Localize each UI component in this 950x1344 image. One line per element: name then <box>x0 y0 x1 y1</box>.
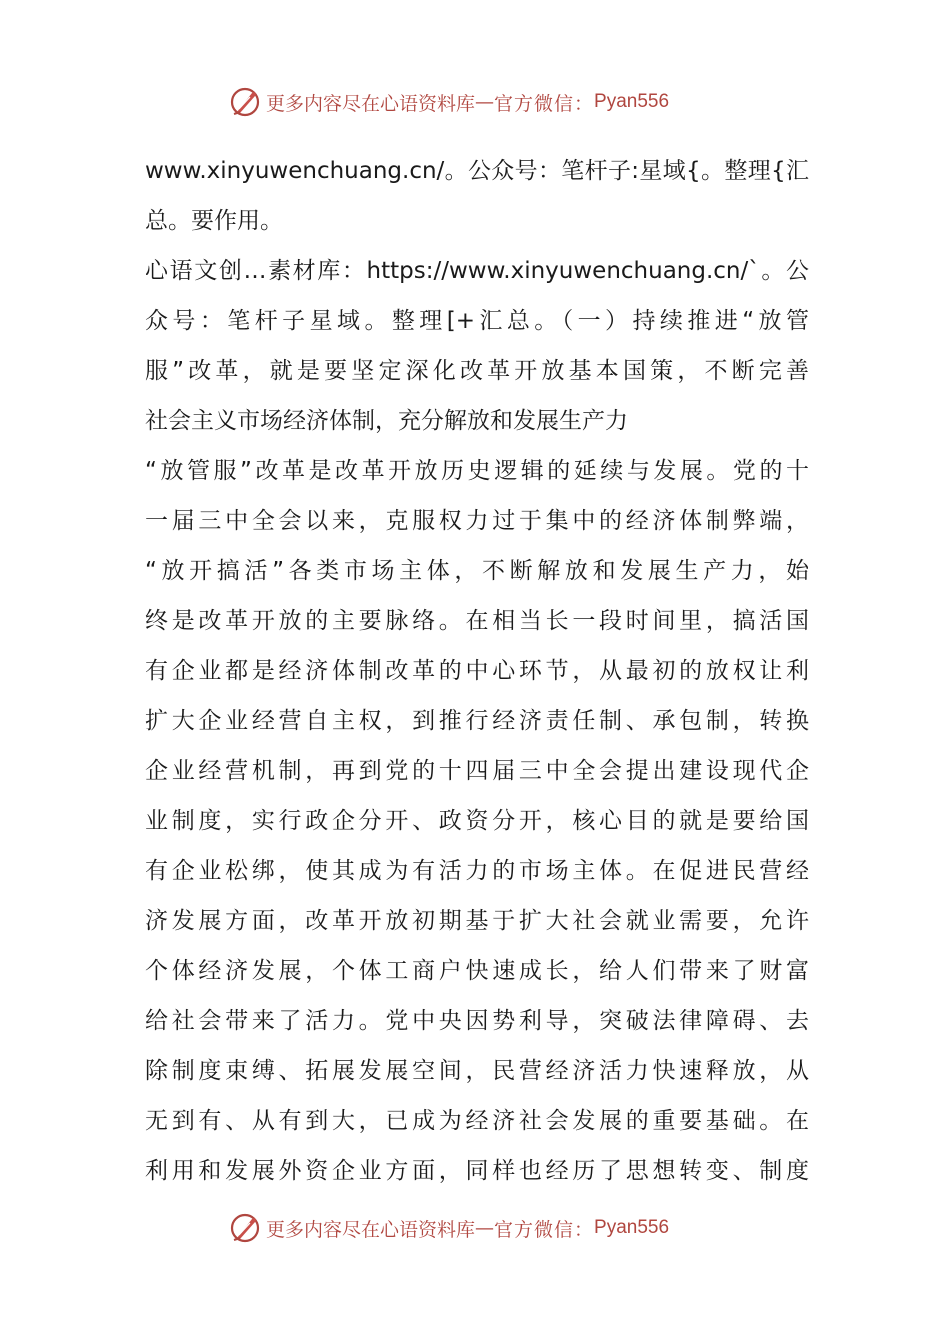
text-line-3: 心语文创…素材库：https://www.xinyuwenchuang.cn/`。公 <box>145 258 809 284</box>
text-line-17: 个体经济发展，个体工商户快速成长，给人们带来了财富 <box>145 958 809 984</box>
text-line-18: 给社会带来了活力。党中央因势利导，突破法律障碍、去 <box>145 1008 809 1034</box>
document-body <box>145 146 809 1196</box>
text-line-15: 有企业松绑，使其成为有活力的市场主体。在促进民营经 <box>145 858 809 884</box>
text-line-7: “放管服”改革是改革开放历史逻辑的延续与发展。党的十 <box>145 458 809 484</box>
text-line-13: 企业经营机制，再到党的十四届三中全会提出建设现代企 <box>145 758 809 784</box>
quill-pen-logo-icon <box>228 85 262 119</box>
text-line-8: 一届三中全会以来，克服权力过于集中的经济体制弊端， <box>145 508 809 534</box>
text-line-16: 济发展方面，改革开放初期基于扩大社会就业需要，允许 <box>145 908 809 934</box>
banner-official-label: 官方微信： <box>494 92 595 115</box>
text-line-14: 业制度，实行政企分开、政资分开，核心目的就是要给国 <box>145 808 809 834</box>
text-line-4: 众号：笔杆子星域。整理[+汇总。（一）持续推进“放管 <box>145 308 809 334</box>
text-line-20: 无到有、从有到大，已成为经济社会发展的重要基础。在 <box>145 1108 809 1134</box>
banner-wechat-handle: Pyan556 <box>594 1217 670 1238</box>
banner-wechat-handle: Pyan556 <box>594 91 670 112</box>
footer-banner <box>228 1208 748 1248</box>
text-line-2: 总。要作用。 <box>145 208 283 234</box>
text-line-9: “放开搞活”各类市场主体，不断解放和发展生产力，始 <box>145 558 809 584</box>
text-line-10: 终是改革开放的主要脉络。在相当长一段时间里，搞活国 <box>145 608 809 634</box>
banner-dash: — <box>475 91 495 113</box>
text-line-5: 服”改革，就是要坚定深化改革开放基本国策，不断完善 <box>145 358 809 384</box>
banner-slogan: 更多内容尽在心语资料库 <box>266 1218 476 1241</box>
text-line-12: 扩大企业经营自主权，到推行经济责任制、承包制，转换 <box>145 708 809 734</box>
banner-slogan: 更多内容尽在心语资料库 <box>266 92 476 115</box>
quill-pen-logo-icon <box>228 1211 262 1245</box>
text-line-11: 有企业都是经济体制改革的中心环节，从最初的放权让利 <box>145 658 809 684</box>
banner-official-label: 官方微信： <box>494 1218 595 1241</box>
banner-dash: — <box>475 1217 495 1239</box>
text-line-21: 利用和发展外资企业方面，同样也经历了思想转变、制度 <box>145 1158 809 1184</box>
header-banner <box>228 82 748 122</box>
text-line-6: 社会主义市场经济体制，充分解放和发展生产力 <box>145 408 628 434</box>
text-line-19: 除制度束缚、拓展发展空间，民营经济活力快速释放，从 <box>145 1058 809 1084</box>
text-line-1: www.xinyuwenchuang.cn/。公众号：笔杆子:星域{。整理{汇 <box>145 158 809 184</box>
